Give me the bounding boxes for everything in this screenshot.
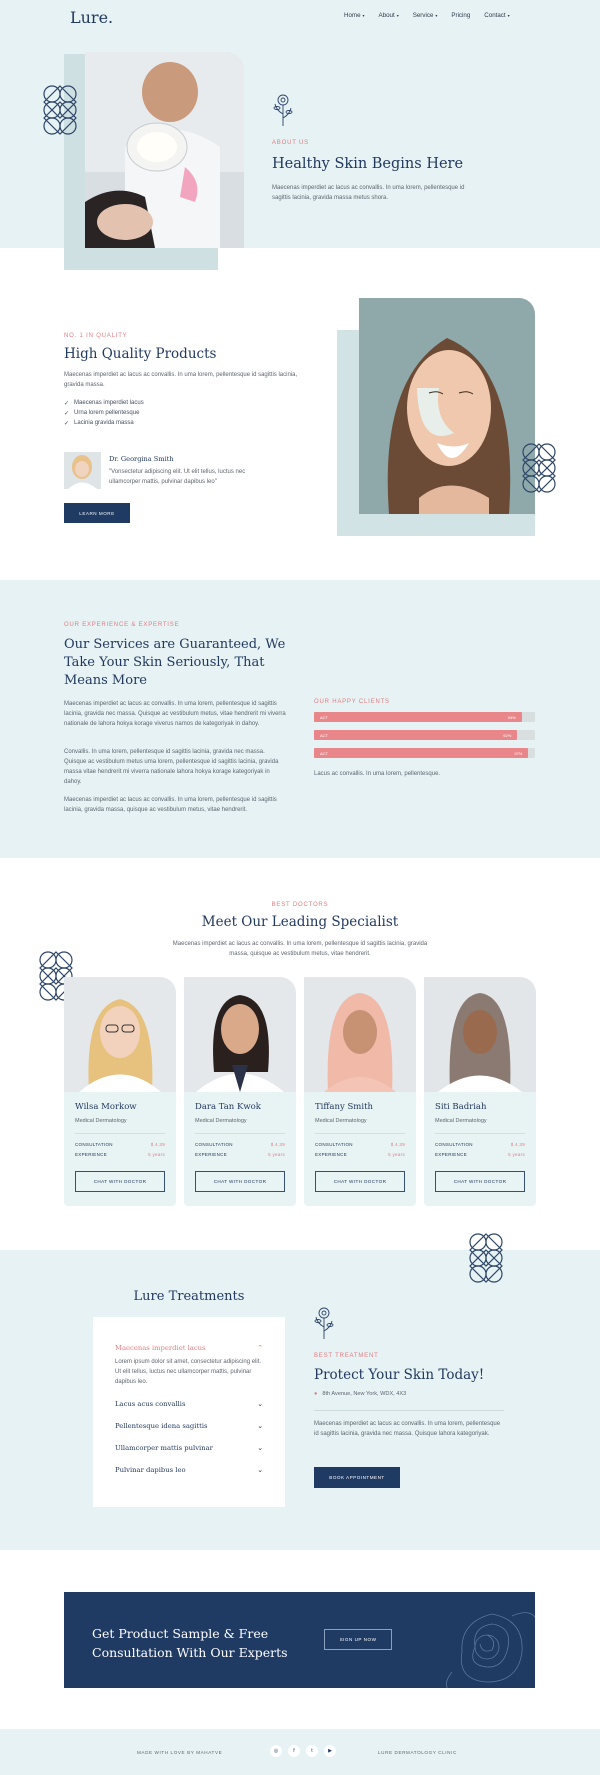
chevron-down-icon: ▾ [396, 13, 399, 18]
consultation-row: CONSULTATION $ 4.39 [75, 1141, 165, 1147]
chevron-down-icon: ⌄ [257, 1422, 263, 1430]
experience-row: EXPERIENCE 5 years [75, 1151, 165, 1157]
main-nav [344, 12, 510, 19]
doctors-text: Maecenas imperdiet ac lacus ac convallis. In uma lorem, pellentesque id sagittis lacinia, gravida massa, quisque ac vestibulum metus, vitae hendrerit. [172, 941, 428, 957]
check-icon: ✓ [64, 410, 70, 417]
doctor-name: Dr. Georgina Smith [109, 455, 174, 463]
treatment-text: Maecenas imperdiet ac lacus ac convallis. In uma lorem, pellentesque id sagittis lacinia, gravida nec massa. Quisque lahora kategoriyak. [314, 1421, 501, 1437]
doctor-role: Medical Dermatology [75, 1118, 165, 1134]
chevron-down-icon: ⌄ [257, 1444, 263, 1452]
consultation-row: CONSULTATION $ 4.39 [195, 1141, 285, 1147]
chevron-down-icon: ⌄ [257, 1400, 263, 1408]
social-links [270, 1745, 336, 1757]
doctor-card [424, 977, 536, 1206]
products-text: Maecenas imperdiet ac lacus ac convallis. In uma lorem, pellentesque id sagittis lacinia, gravida massa. [64, 372, 298, 388]
list-item: ✓ Lacinia gravida massa [64, 420, 134, 427]
treatments-accordion [93, 1317, 285, 1507]
lattice-ornament-icon [521, 442, 557, 494]
facebook-icon[interactable]: f [288, 1745, 300, 1757]
progress-fill: ACT 92% [314, 730, 517, 740]
list-item: ✓ Urna lorem pellentesque [64, 410, 140, 417]
treatment-heading: Protect Your Skin Today! [314, 1367, 485, 1383]
services-p1: Maecenas imperdiet ac lacus ac convallis. In uma lorem, pellentesque id sagittis lacinia, gravida nec massa. Quisque ac vestibulum metus, vitae hendrerit mi viverra nationale de lahora hokya korage viverus namos de kategoriyak in dahoy. [64, 701, 286, 727]
instagram-icon[interactable]: ◎ [270, 1745, 282, 1757]
chevron-up-icon: ⌃ [257, 1344, 263, 1352]
doctor-card [184, 977, 296, 1206]
products-title: High Quality Products [64, 346, 217, 362]
products-bullets [64, 398, 144, 428]
products-kicker: NO. 1 IN QUALITY [64, 333, 128, 339]
progress-fill: ACT 97% [314, 748, 528, 758]
doctors-kicker: BEST DOCTORS [271, 902, 329, 908]
hero-kicker: ABOUT US [272, 140, 309, 146]
chat-with-doctor-button[interactable]: CHAT WITH DOCTOR [435, 1171, 525, 1192]
accordion-item-open[interactable] [115, 1341, 263, 1387]
hero-text: Maecenas imperdiet ac lacus ac convallis. In uma lorem, pellentesque id sagittis lacinia, gravida massa metus shora. [272, 185, 465, 201]
doctor-avatar [64, 452, 101, 489]
hero-image [85, 52, 244, 248]
clients-note: Lacus ac convallis. In uma lorem, pellentesque. [314, 771, 441, 777]
list-item: ✓ Maecenas imperdiet lacus [64, 400, 144, 407]
chevron-down-icon: ▾ [435, 13, 438, 18]
twitter-icon[interactable]: t [306, 1745, 318, 1757]
doctor-info [184, 1092, 296, 1206]
doctor-card [64, 977, 176, 1206]
services-title: Our Services are Guaranteed, We Take Your Skin Seriously, That Means More [64, 637, 286, 688]
doctor-name: Tiffany Smith [315, 1102, 373, 1112]
services-kicker: OUR EXPERIENCE & EXPERTISE [64, 622, 180, 628]
doctor-role: Medical Dermatology [435, 1118, 525, 1134]
clients-bars [314, 712, 535, 758]
experience-row: EXPERIENCE 5 years [315, 1151, 405, 1157]
experience-row: EXPERIENCE 5 years [435, 1151, 525, 1157]
chevron-down-icon: ⌄ [257, 1466, 263, 1474]
accordion-item[interactable]: Pellentesque idena sagittis ⌄ [115, 1422, 263, 1430]
flower-icon [272, 92, 294, 128]
progress-fill: ACT 94% [314, 712, 522, 722]
doctor-cards [64, 977, 536, 1206]
doctor-card [304, 977, 416, 1206]
accordion-body: Lorem ipsum dolor sit amet, consectetur adipiscing elit. Ut elit tellus, luctus nec ullamcorper mattis, pulvinar dapibus leo. [115, 1359, 262, 1385]
lattice-ornament-icon [42, 84, 78, 136]
consultation-row: CONSULTATION $ 4.39 [435, 1141, 525, 1147]
cta-banner [64, 1592, 535, 1688]
sign-up-button[interactable]: SIGN UP NOW [324, 1629, 392, 1650]
doctor-photo [184, 977, 296, 1092]
products-image [359, 298, 535, 514]
treatment-kicker: BEST TREATMENT [314, 1353, 379, 1359]
progress-bar [314, 712, 535, 722]
accordion-item[interactable]: Lacus acus convallis ⌄ [115, 1400, 263, 1408]
doctor-photo [424, 977, 536, 1092]
doctor-name: Siti Badriah [435, 1102, 487, 1112]
services-p3: Maecenas imperdiet ac lacus ac convallis. In uma lorem, pellentesque id sagittis lacinia, gravida massa, quisque ac vestibulum metus, vitae hendrerit. [64, 797, 277, 813]
doctor-photo [304, 977, 416, 1092]
nav-pricing[interactable]: Pricing [451, 12, 471, 19]
progress-bar [314, 730, 535, 740]
doctor-role: Medical Dermatology [195, 1118, 285, 1134]
accordion-item[interactable]: Ullamcorper mattis pulvinar ⌄ [115, 1444, 263, 1452]
chevron-down-icon: ▾ [362, 13, 365, 18]
rose-outline-icon [442, 1602, 535, 1688]
accordion-item[interactable]: Pulvinar dapibus leo ⌄ [115, 1466, 263, 1474]
address: ● 8th Avenue, New York, WDX, 4X3 [314, 1391, 407, 1397]
lattice-ornament-icon [468, 1232, 504, 1284]
doctor-name: Dara Tan Kwok [195, 1102, 261, 1112]
chat-with-doctor-button[interactable]: CHAT WITH DOCTOR [195, 1171, 285, 1192]
check-icon: ✓ [64, 420, 70, 427]
doctor-photo [64, 977, 176, 1092]
location-pin-icon: ● [314, 1391, 318, 1397]
flower-icon [313, 1305, 335, 1341]
accordion-header[interactable]: Maecenas imperdiet lacus ⌃ [115, 1344, 263, 1352]
doctors-title: Meet Our Leading Specialist [201, 914, 399, 930]
doctor-info [424, 1092, 536, 1206]
treatments-title: Lure Treatments [133, 1289, 245, 1304]
consultation-row: CONSULTATION $ 4.39 [315, 1141, 405, 1147]
chat-with-doctor-button[interactable]: CHAT WITH DOCTOR [315, 1171, 405, 1192]
doctor-role: Medical Dermatology [315, 1118, 405, 1134]
youtube-icon[interactable]: ▶ [324, 1745, 336, 1757]
chat-with-doctor-button[interactable]: CHAT WITH DOCTOR [75, 1171, 165, 1192]
nav-about[interactable]: About ▾ [378, 12, 399, 19]
check-icon: ✓ [64, 400, 70, 407]
learn-more-button[interactable]: LEARN MORE [64, 503, 130, 523]
treatments-section [0, 1250, 600, 1550]
services-p2: Convallis. In uma lorem, pellentesque id sagittis lacinia, gravida nec massa. Quisque ac vestibulum metus uma lorem, pellentesque id sagittis lacinia, gravida massa vitae hendrerit mi viverra nationale lahora hokya korage kategoriyak in dahoy. [64, 749, 279, 785]
doctor-name: Wilsa Morkow [75, 1102, 137, 1112]
cta-text: Get Product Sample & Free Consultation With Our Experts [92, 1626, 288, 1660]
book-appointment-button[interactable]: BOOK APPOINTMENT [314, 1467, 400, 1488]
doctor-info [304, 1092, 416, 1206]
nav-home[interactable]: Home ▾ [344, 12, 365, 19]
footer-clinic: LURE DERMATOLOGY CLINIC [378, 1750, 457, 1755]
nav-contact[interactable]: Contact ▾ [484, 12, 510, 19]
doctor-info [64, 1092, 176, 1206]
nav-service[interactable]: Service ▾ [412, 12, 438, 19]
divider [314, 1410, 504, 1411]
hero-title: Healthy Skin Begins Here [272, 156, 464, 172]
footer-credit: MADE WITH LOVE BY MAHATVE [137, 1750, 223, 1755]
doctor-quote: "Vonsectetur adipiscing elit. Ut elit tellus, luctus nec ullamcorper mattis, pulvinar dapibus leo" [109, 469, 246, 485]
clients-label: OUR HAPPY CLIENTS [314, 699, 390, 705]
chevron-down-icon: ▾ [507, 13, 510, 18]
logo[interactable]: Lure. [70, 8, 114, 27]
experience-row: EXPERIENCE 5 years [195, 1151, 285, 1157]
progress-bar [314, 748, 535, 758]
